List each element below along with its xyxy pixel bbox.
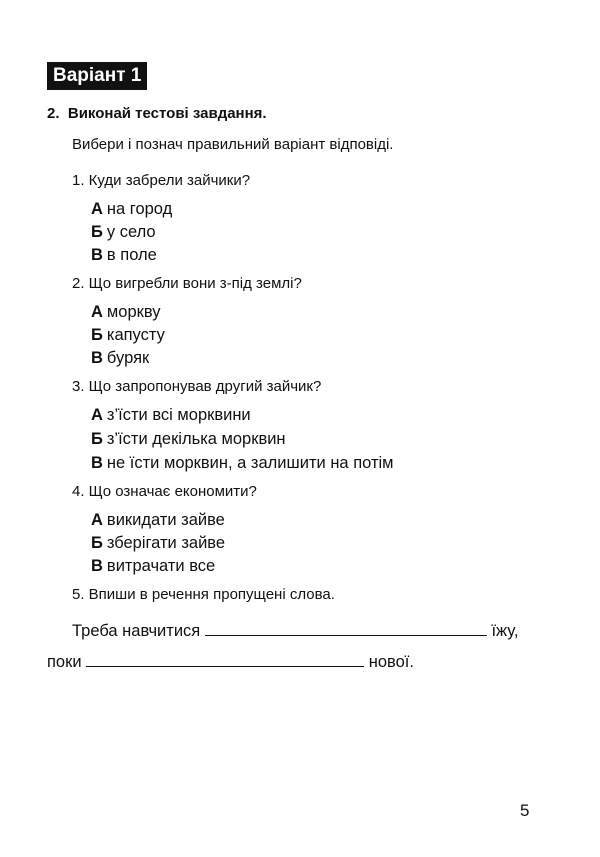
option-letter: Б (91, 430, 103, 448)
option-letter: А (91, 406, 103, 424)
option-text: у село (106, 223, 156, 241)
option-letter: А (91, 511, 103, 529)
option-letter: Б (91, 223, 103, 241)
question-2-option-b[interactable] (91, 324, 165, 346)
question-1-option-a[interactable] (91, 198, 172, 220)
fill-in-text-start: поки (47, 653, 82, 671)
option-letter: В (91, 246, 103, 264)
question-5: 5. Впиши в речення пропущені слова. (72, 586, 335, 603)
question-2: 2. Що вигребли вони з-під землі? (72, 275, 302, 292)
option-text: викидати зайве (106, 511, 225, 529)
question-1: 1. Куди забрели зайчики? (72, 172, 251, 189)
option-text: зберігати зайве (106, 534, 226, 552)
question-3-option-a[interactable] (91, 404, 251, 426)
question-3: 3. Що запропонував другий зайчик? (72, 378, 322, 395)
task-title: Виконай тестові завдання. (67, 105, 267, 122)
option-text: з’їсти всі морквини (106, 406, 251, 424)
option-letter: Б (91, 326, 103, 344)
question-4: 4. Що означає економити? (72, 483, 257, 500)
question-2-option-a[interactable] (91, 301, 161, 323)
option-letter: Б (91, 534, 103, 552)
question-2-option-c[interactable] (91, 347, 149, 369)
option-letter: А (91, 200, 103, 218)
option-text: з’їсти декілька морквин (106, 430, 286, 448)
option-text: не їсти морквин, а залишити на потім (106, 454, 394, 472)
task-heading (47, 104, 267, 124)
option-letter: В (91, 349, 103, 367)
option-letter: А (91, 303, 103, 321)
fill-in-row-1 (72, 620, 518, 642)
question-4-option-a[interactable] (91, 509, 225, 531)
task-number: 2. (47, 105, 60, 122)
fill-in-text-end: їжу, (491, 622, 519, 640)
question-3-option-c[interactable] (91, 452, 394, 474)
fill-in-blank-2[interactable] (86, 652, 364, 667)
option-text: буряк (106, 349, 150, 367)
option-text: на город (106, 200, 173, 218)
task-instruction: Вибери і познач правильний варіант відповіді. (72, 136, 394, 153)
option-text: витрачати все (106, 557, 216, 575)
option-letter: В (91, 454, 103, 472)
question-3-option-b[interactable] (91, 428, 286, 450)
fill-in-text-end: нової. (368, 653, 414, 671)
question-1-option-c[interactable] (91, 244, 157, 266)
page-number: 5 (520, 801, 530, 820)
option-text: капусту (106, 326, 165, 344)
option-text: в поле (106, 246, 157, 264)
question-4-option-b[interactable] (91, 532, 225, 554)
fill-in-text-start: Треба навчитися (72, 622, 201, 640)
option-letter: В (91, 557, 103, 575)
fill-in-row-2 (47, 651, 414, 673)
fill-in-blank-1[interactable] (205, 621, 487, 636)
question-1-option-b[interactable] (91, 221, 156, 243)
option-text: моркву (106, 303, 161, 321)
question-4-option-c[interactable] (91, 555, 215, 577)
variant-badge: Варіант 1 (47, 62, 147, 90)
